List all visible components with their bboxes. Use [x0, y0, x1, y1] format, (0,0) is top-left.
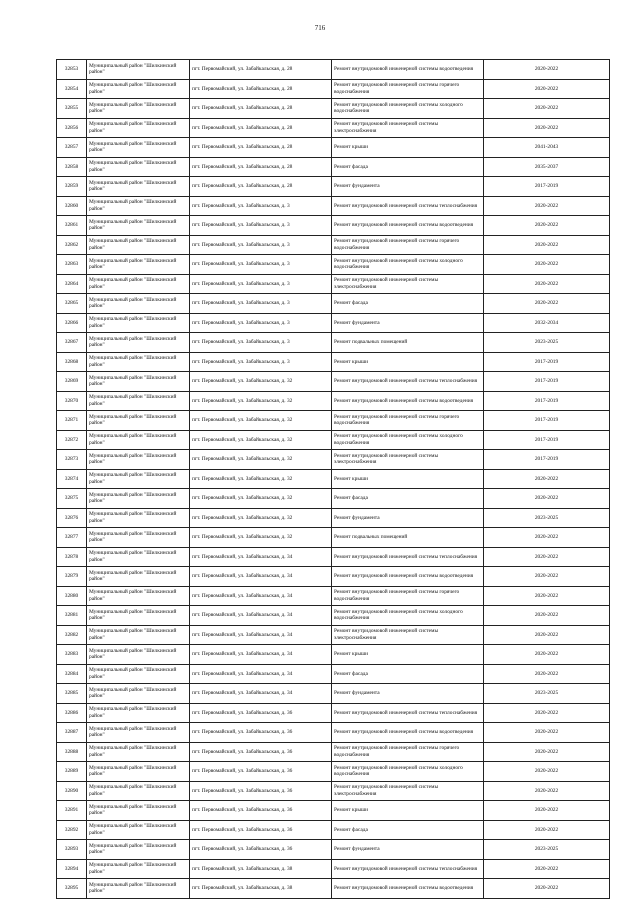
address-cell: пгт. Первомайский, ул. Забайкальская, д. 28 — [190, 157, 332, 177]
address-cell: пгт. Первомайский, ул. Забайкальская, д. 32 — [190, 469, 332, 489]
row-number-cell: 32880 — [57, 586, 87, 606]
period-cell: 2020-2022 — [484, 567, 610, 587]
address-cell: пгт. Первомайский, ул. Забайкальская, д. 3 — [190, 255, 332, 275]
period-cell: 2020-2022 — [484, 255, 610, 275]
municipality-cell: Муниципальный район "Шилкинский район" — [87, 820, 190, 840]
address-cell: пгт. Первомайский, ул. Забайкальская, д. 34 — [190, 606, 332, 626]
address-cell: пгт. Первомайский, ул. Забайкальская, д. 32 — [190, 528, 332, 548]
work-type-cell: Ремонт внутридомовой инженерной системы теплоснабжения — [332, 196, 484, 216]
table-row — [57, 781, 610, 801]
work-type-cell: Ремонт фундамента — [332, 840, 484, 860]
row-number-cell: 32856 — [57, 118, 87, 138]
row-number-cell: 32877 — [57, 528, 87, 548]
row-number-cell: 32873 — [57, 450, 87, 470]
work-type-cell: Ремонт внутридомовой инженерной системы горячего водоснабжения — [332, 79, 484, 99]
work-type-cell: Ремонт внутридомовой инженерной системы горячего водоснабжения — [332, 411, 484, 431]
table-row — [57, 411, 610, 431]
row-number-cell: 32892 — [57, 820, 87, 840]
work-type-cell: Ремонт внутридомовой инженерной системы холодного водоснабжения — [332, 606, 484, 626]
address-cell: пгт. Первомайский, ул. Забайкальская, д. 34 — [190, 645, 332, 665]
period-cell: 2020-2022 — [484, 274, 610, 294]
period-cell: 2020-2022 — [484, 723, 610, 743]
table-row — [57, 313, 610, 333]
address-cell: пгт. Первомайский, ул. Забайкальская, д. 32 — [190, 489, 332, 509]
work-type-cell: Ремонт крыши — [332, 469, 484, 489]
row-number-cell: 32875 — [57, 489, 87, 509]
address-cell: пгт. Первомайский, ул. Забайкальская, д. 36 — [190, 840, 332, 860]
period-cell: 2020-2022 — [484, 762, 610, 782]
period-cell: 2020-2022 — [484, 489, 610, 509]
address-cell: пгт. Первомайский, ул. Забайкальская, д. 28 — [190, 99, 332, 119]
municipality-cell: Муниципальный район "Шилкинский район" — [87, 352, 190, 372]
row-number-cell: 32861 — [57, 216, 87, 236]
municipality-cell: Муниципальный район "Шилкинский район" — [87, 118, 190, 138]
row-number-cell: 32886 — [57, 703, 87, 723]
period-cell: 2020-2022 — [484, 294, 610, 314]
period-cell: 2023-2025 — [484, 333, 610, 353]
municipality-cell: Муниципальный район "Шилкинский район" — [87, 138, 190, 158]
row-number-cell: 32876 — [57, 508, 87, 528]
table-row — [57, 684, 610, 704]
table-row — [57, 274, 610, 294]
address-cell: пгт. Первомайский, ул. Забайкальская, д. 32 — [190, 450, 332, 470]
period-cell: 2017-2019 — [484, 372, 610, 392]
address-cell: пгт. Первомайский, ул. Забайкальская, д. 34 — [190, 684, 332, 704]
table-row — [57, 235, 610, 255]
municipality-cell: Муниципальный район "Шилкинский район" — [87, 606, 190, 626]
row-number-cell: 32860 — [57, 196, 87, 216]
work-type-cell: Ремонт внутридомовой инженерной системы водоотведения — [332, 60, 484, 80]
address-cell: пгт. Первомайский, ул. Забайкальская, д. 32 — [190, 372, 332, 392]
period-cell: 2017-2019 — [484, 411, 610, 431]
municipality-cell: Муниципальный район "Шилкинский район" — [87, 99, 190, 119]
municipality-cell: Муниципальный район "Шилкинский район" — [87, 489, 190, 509]
table-row — [57, 216, 610, 236]
address-cell: пгт. Первомайский, ул. Забайкальская, д. 38 — [190, 879, 332, 899]
address-cell: пгт. Первомайский, ул. Забайкальская, д. 36 — [190, 801, 332, 821]
address-cell: пгт. Первомайский, ул. Забайкальская, д. 28 — [190, 138, 332, 158]
table-row — [57, 430, 610, 450]
row-number-cell: 32874 — [57, 469, 87, 489]
table-row — [57, 840, 610, 860]
municipality-cell: Муниципальный район "Шилкинский район" — [87, 742, 190, 762]
municipality-cell: Муниципальный район "Шилкинский район" — [87, 703, 190, 723]
table-row — [57, 508, 610, 528]
row-number-cell: 32853 — [57, 60, 87, 80]
work-type-cell: Ремонт внутридомовой инженерной системы электроснабжения — [332, 450, 484, 470]
row-number-cell: 32857 — [57, 138, 87, 158]
address-cell: пгт. Первомайский, ул. Забайкальская, д. 34 — [190, 567, 332, 587]
period-cell: 2020-2022 — [484, 79, 610, 99]
address-cell: пгт. Первомайский, ул. Забайкальская, д. 36 — [190, 820, 332, 840]
table-row — [57, 820, 610, 840]
municipality-cell: Муниципальный район "Шилкинский район" — [87, 879, 190, 899]
work-type-cell: Ремонт внутридомовой инженерной системы теплоснабжения — [332, 372, 484, 392]
row-number-cell: 32894 — [57, 859, 87, 879]
table-row — [57, 60, 610, 80]
table-row — [57, 118, 610, 138]
row-number-cell: 32867 — [57, 333, 87, 353]
period-cell: 2020-2022 — [484, 645, 610, 665]
municipality-cell: Муниципальный район "Шилкинский район" — [87, 430, 190, 450]
address-cell: пгт. Первомайский, ул. Забайкальская, д. 28 — [190, 79, 332, 99]
work-type-cell: Ремонт фасада — [332, 489, 484, 509]
municipality-cell: Муниципальный район "Шилкинский район" — [87, 781, 190, 801]
table-row — [57, 489, 610, 509]
period-cell: 2017-2019 — [484, 430, 610, 450]
work-type-cell: Ремонт внутридомовой инженерной системы теплоснабжения — [332, 547, 484, 567]
row-number-cell: 32879 — [57, 567, 87, 587]
municipality-cell: Муниципальный район "Шилкинский район" — [87, 235, 190, 255]
period-cell: 2020-2022 — [484, 216, 610, 236]
work-type-cell: Ремонт внутридомовой инженерной системы электроснабжения — [332, 625, 484, 645]
work-type-cell: Ремонт подвальных помещений — [332, 333, 484, 353]
period-cell: 2035-2037 — [484, 157, 610, 177]
row-number-cell: 32862 — [57, 235, 87, 255]
row-number-cell: 32865 — [57, 294, 87, 314]
period-cell: 2020-2022 — [484, 118, 610, 138]
table-row — [57, 859, 610, 879]
period-cell: 2020-2022 — [484, 664, 610, 684]
table-row — [57, 742, 610, 762]
work-type-cell: Ремонт фундамента — [332, 177, 484, 197]
period-cell: 2020-2022 — [484, 235, 610, 255]
table-row — [57, 333, 610, 353]
row-number-cell: 32893 — [57, 840, 87, 860]
table-row — [57, 606, 610, 626]
table-row — [57, 469, 610, 489]
address-cell: пгт. Первомайский, ул. Забайкальская, д. 3 — [190, 333, 332, 353]
table-row — [57, 157, 610, 177]
address-cell: пгт. Первомайский, ул. Забайкальская, д. 28 — [190, 177, 332, 197]
address-cell: пгт. Первомайский, ул. Забайкальская, д. 28 — [190, 118, 332, 138]
work-type-cell: Ремонт внутридомовой инженерной системы горячего водоснабжения — [332, 235, 484, 255]
municipality-cell: Муниципальный район "Шилкинский район" — [87, 469, 190, 489]
work-type-cell: Ремонт крыши — [332, 138, 484, 158]
address-cell: пгт. Первомайский, ул. Забайкальская, д. 34 — [190, 625, 332, 645]
table-row — [57, 801, 610, 821]
address-cell: пгт. Первомайский, ул. Забайкальская, д. 3 — [190, 352, 332, 372]
period-cell: 2020-2022 — [484, 859, 610, 879]
municipality-cell: Муниципальный район "Шилкинский район" — [87, 333, 190, 353]
table-row — [57, 138, 610, 158]
table-row — [57, 79, 610, 99]
municipality-cell: Муниципальный район "Шилкинский район" — [87, 157, 190, 177]
work-type-cell: Ремонт крыши — [332, 352, 484, 372]
period-cell: 2032-2034 — [484, 313, 610, 333]
row-number-cell: 32891 — [57, 801, 87, 821]
municipality-cell: Муниципальный район "Шилкинский район" — [87, 196, 190, 216]
work-type-cell: Ремонт внутридомовой инженерной системы холодного водоснабжения — [332, 255, 484, 275]
municipality-cell: Муниципальный район "Шилкинский район" — [87, 274, 190, 294]
address-cell: пгт. Первомайский, ул. Забайкальская, д. 32 — [190, 391, 332, 411]
municipality-cell: Муниципальный район "Шилкинский район" — [87, 859, 190, 879]
row-number-cell: 32854 — [57, 79, 87, 99]
municipality-cell: Муниципальный район "Шилкинский район" — [87, 391, 190, 411]
period-cell: 2020-2022 — [484, 60, 610, 80]
period-cell: 2017-2019 — [484, 450, 610, 470]
period-cell: 2020-2022 — [484, 703, 610, 723]
period-cell: 2023-2025 — [484, 684, 610, 704]
row-number-cell: 32872 — [57, 430, 87, 450]
row-number-cell: 32871 — [57, 411, 87, 431]
work-type-cell: Ремонт внутридомовой инженерной системы холодного водоснабжения — [332, 430, 484, 450]
row-number-cell: 32884 — [57, 664, 87, 684]
work-type-cell: Ремонт внутридомовой инженерной системы холодного водоснабжения — [332, 762, 484, 782]
work-type-cell: Ремонт фундамента — [332, 684, 484, 704]
row-number-cell: 32881 — [57, 606, 87, 626]
address-cell: пгт. Первомайский, ул. Забайкальская, д. 32 — [190, 430, 332, 450]
municipality-cell: Муниципальный район "Шилкинский район" — [87, 586, 190, 606]
work-type-cell: Ремонт внутридомовой инженерной системы водоотведения — [332, 879, 484, 899]
municipality-cell: Муниципальный район "Шилкинский район" — [87, 723, 190, 743]
period-cell: 2020-2022 — [484, 801, 610, 821]
table-row — [57, 177, 610, 197]
table-row — [57, 703, 610, 723]
row-number-cell: 32864 — [57, 274, 87, 294]
municipality-cell: Муниципальный район "Шилкинский район" — [87, 625, 190, 645]
table-row — [57, 879, 610, 899]
address-cell: пгт. Первомайский, ул. Забайкальская, д. 3 — [190, 313, 332, 333]
municipality-cell: Муниципальный район "Шилкинский район" — [87, 313, 190, 333]
period-cell: 2020-2022 — [484, 547, 610, 567]
table-row — [57, 255, 610, 275]
table-row — [57, 391, 610, 411]
row-number-cell: 32863 — [57, 255, 87, 275]
municipality-cell: Муниципальный район "Шилкинский район" — [87, 216, 190, 236]
municipality-cell: Муниципальный район "Шилкинский район" — [87, 801, 190, 821]
page-number: 716 — [314, 24, 326, 32]
period-cell: 2020-2022 — [484, 528, 610, 548]
municipality-cell: Муниципальный район "Шилкинский район" — [87, 762, 190, 782]
municipality-cell: Муниципальный район "Шилкинский район" — [87, 547, 190, 567]
address-cell: пгт. Первомайский, ул. Забайкальская, д. 36 — [190, 742, 332, 762]
table-row — [57, 450, 610, 470]
address-cell: пгт. Первомайский, ул. Забайкальская, д. 36 — [190, 703, 332, 723]
address-cell: пгт. Первомайский, ул. Забайкальская, д. 3 — [190, 235, 332, 255]
work-type-cell: Ремонт фасада — [332, 820, 484, 840]
row-number-cell: 32878 — [57, 547, 87, 567]
municipality-cell: Муниципальный район "Шилкинский район" — [87, 840, 190, 860]
municipality-cell: Муниципальный район "Шилкинский район" — [87, 79, 190, 99]
table-row — [57, 372, 610, 392]
register-table — [56, 59, 610, 899]
period-cell: 2020-2022 — [484, 99, 610, 119]
row-number-cell: 32869 — [57, 372, 87, 392]
address-cell: пгт. Первомайский, ул. Забайкальская, д. 34 — [190, 664, 332, 684]
row-number-cell: 32859 — [57, 177, 87, 197]
row-number-cell: 32883 — [57, 645, 87, 665]
row-number-cell: 32866 — [57, 313, 87, 333]
work-type-cell: Ремонт внутридомовой инженерной системы теплоснабжения — [332, 859, 484, 879]
municipality-cell: Муниципальный район "Шилкинский район" — [87, 411, 190, 431]
table-row — [57, 294, 610, 314]
work-type-cell: Ремонт внутридомовой инженерной системы холодного водоснабжения — [332, 99, 484, 119]
work-type-cell: Ремонт фасада — [332, 157, 484, 177]
work-type-cell: Ремонт внутридомовой инженерной системы электроснабжения — [332, 274, 484, 294]
row-number-cell: 32858 — [57, 157, 87, 177]
work-type-cell: Ремонт внутридомовой инженерной системы теплоснабжения — [332, 703, 484, 723]
row-number-cell: 32855 — [57, 99, 87, 119]
period-cell: 2017-2019 — [484, 177, 610, 197]
municipality-cell: Муниципальный район "Шилкинский район" — [87, 294, 190, 314]
address-cell: пгт. Первомайский, ул. Забайкальская, д. 3 — [190, 216, 332, 236]
period-cell: 2020-2022 — [484, 820, 610, 840]
row-number-cell: 32887 — [57, 723, 87, 743]
row-number-cell: 32888 — [57, 742, 87, 762]
register-table-body — [57, 60, 610, 899]
work-type-cell: Ремонт внутридомовой инженерной системы водоотведения — [332, 391, 484, 411]
municipality-cell: Муниципальный район "Шилкинский район" — [87, 567, 190, 587]
work-type-cell: Ремонт фундамента — [332, 508, 484, 528]
municipality-cell: Муниципальный район "Шилкинский район" — [87, 60, 190, 80]
period-cell: 2020-2022 — [484, 879, 610, 899]
municipality-cell: Муниципальный район "Шилкинский район" — [87, 177, 190, 197]
period-cell: 2020-2022 — [484, 781, 610, 801]
period-cell: 2020-2022 — [484, 586, 610, 606]
row-number-cell: 32889 — [57, 762, 87, 782]
table-row — [57, 586, 610, 606]
table-row — [57, 99, 610, 119]
work-type-cell: Ремонт внутридомовой инженерной системы водоотведения — [332, 216, 484, 236]
work-type-cell: Ремонт крыши — [332, 801, 484, 821]
address-cell: пгт. Первомайский, ул. Забайкальская, д. 36 — [190, 723, 332, 743]
work-type-cell: Ремонт подвальных помещений — [332, 528, 484, 548]
work-type-cell: Ремонт внутридомовой инженерной системы электроснабжения — [332, 781, 484, 801]
address-cell: пгт. Первомайский, ул. Забайкальская, д. 34 — [190, 586, 332, 606]
table-row — [57, 196, 610, 216]
address-cell: пгт. Первомайский, ул. Забайкальская, д. 3 — [190, 294, 332, 314]
municipality-cell: Муниципальный район "Шилкинский район" — [87, 255, 190, 275]
period-cell: 2020-2022 — [484, 196, 610, 216]
municipality-cell: Муниципальный район "Шилкинский район" — [87, 450, 190, 470]
table-row — [57, 762, 610, 782]
work-type-cell: Ремонт фасада — [332, 664, 484, 684]
work-type-cell: Ремонт фундамента — [332, 313, 484, 333]
period-cell: 2041-2043 — [484, 138, 610, 158]
period-cell: 2020-2022 — [484, 606, 610, 626]
period-cell: 2020-2022 — [484, 742, 610, 762]
municipality-cell: Муниципальный район "Шилкинский район" — [87, 372, 190, 392]
period-cell: 2020-2022 — [484, 625, 610, 645]
table-row — [57, 547, 610, 567]
period-cell: 2017-2019 — [484, 391, 610, 411]
period-cell: 2020-2022 — [484, 469, 610, 489]
table-row — [57, 645, 610, 665]
work-type-cell: Ремонт крыши — [332, 645, 484, 665]
work-type-cell: Ремонт внутридомовой инженерной системы водоотведения — [332, 723, 484, 743]
period-cell: 2017-2019 — [484, 352, 610, 372]
work-type-cell: Ремонт фасада — [332, 294, 484, 314]
table-row — [57, 723, 610, 743]
table-row — [57, 625, 610, 645]
address-cell: пгт. Первомайский, ул. Забайкальская, д. 38 — [190, 859, 332, 879]
address-cell: пгт. Первомайский, ул. Забайкальская, д. 36 — [190, 762, 332, 782]
row-number-cell: 32870 — [57, 391, 87, 411]
table-row — [57, 352, 610, 372]
row-number-cell: 32890 — [57, 781, 87, 801]
row-number-cell: 32895 — [57, 879, 87, 899]
municipality-cell: Муниципальный район "Шилкинский район" — [87, 645, 190, 665]
address-cell: пгт. Первомайский, ул. Забайкальская, д. 28 — [190, 60, 332, 80]
work-type-cell: Ремонт внутридомовой инженерной системы электроснабжения — [332, 118, 484, 138]
address-cell: пгт. Первомайский, ул. Забайкальская, д. 36 — [190, 781, 332, 801]
row-number-cell: 32868 — [57, 352, 87, 372]
address-cell: пгт. Первомайский, ул. Забайкальская, д. 3 — [190, 274, 332, 294]
work-type-cell: Ремонт внутридомовой инженерной системы горячего водоснабжения — [332, 742, 484, 762]
municipality-cell: Муниципальный район "Шилкинский район" — [87, 664, 190, 684]
municipality-cell: Муниципальный район "Шилкинский район" — [87, 684, 190, 704]
work-type-cell: Ремонт внутридомовой инженерной системы горячего водоснабжения — [332, 586, 484, 606]
address-cell: пгт. Первомайский, ул. Забайкальская, д. 34 — [190, 547, 332, 567]
municipality-cell: Муниципальный район "Шилкинский район" — [87, 508, 190, 528]
table-row — [57, 664, 610, 684]
municipality-cell: Муниципальный район "Шилкинский район" — [87, 528, 190, 548]
table-row — [57, 567, 610, 587]
table-row — [57, 528, 610, 548]
address-cell: пгт. Первомайский, ул. Забайкальская, д. 3 — [190, 196, 332, 216]
address-cell: пгт. Первомайский, ул. Забайкальская, д. 32 — [190, 508, 332, 528]
address-cell: пгт. Первомайский, ул. Забайкальская, д. 32 — [190, 411, 332, 431]
row-number-cell: 32882 — [57, 625, 87, 645]
row-number-cell: 32885 — [57, 684, 87, 704]
work-type-cell: Ремонт внутридомовой инженерной системы водоотведения — [332, 567, 484, 587]
period-cell: 2023-2025 — [484, 840, 610, 860]
period-cell: 2023-2025 — [484, 508, 610, 528]
